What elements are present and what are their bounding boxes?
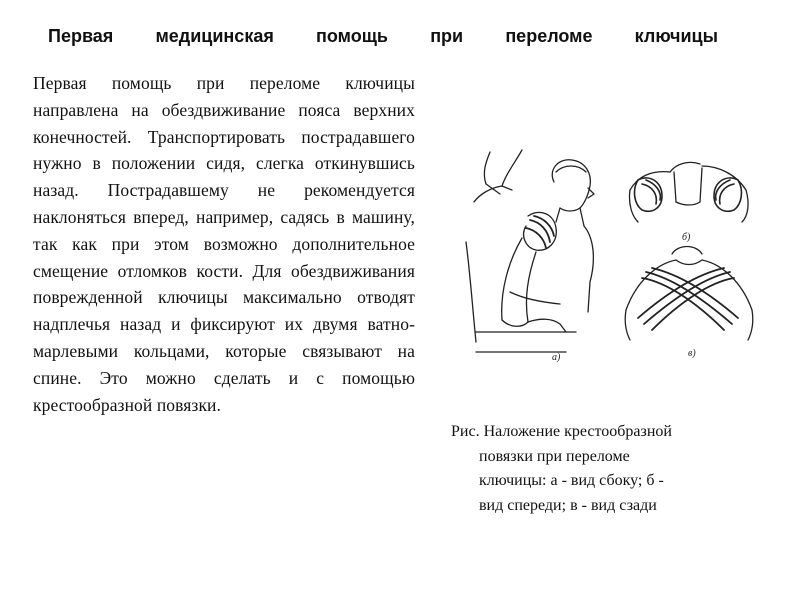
figure-label-c: в) (688, 348, 696, 359)
title-word: медицинская (155, 26, 274, 46)
caption-line: Рис. Наложение крестообразной (451, 423, 672, 440)
front-view-drawing (629, 162, 748, 243)
caption-line: повязки при переломе (479, 447, 630, 465)
figure-label-a: а) (552, 352, 561, 363)
slide-title (48, 24, 718, 48)
title-word: Первая (48, 26, 114, 46)
side-view-drawing (466, 150, 594, 363)
title-word: переломе (505, 26, 593, 46)
bandage-illustration (456, 142, 766, 367)
title-word: при (430, 26, 464, 46)
body-paragraph: Первая помощь при переломе ключицы направлена на обездвиживание пояса верхних конечностей. Транспортировать пострадавшего нужно в положении сидя, слегка откинувшись назад. Пострадавшему не рекомендуется наклоняться вперед, например, садясь в машину, так как при этом возможно дополнительное смещение отломков кости. Для обездвиживания поврежденной ключицы максимально отводят надплечья назад и фиксируют их двумя ватно-марлевыми кольцами, которые связывают на спине. Это можно сделать и с помощью крестообразной повязки. (33, 73, 415, 415)
figure-label-b: б) (682, 232, 691, 243)
title-word: ключицы (634, 26, 718, 46)
caption-line: вид спереди; в - вид сзади (479, 496, 657, 514)
caption-line: ключицы: а - вид сбоку; б - (479, 472, 664, 489)
figure-caption (451, 420, 751, 518)
title-word: помощь (316, 26, 388, 46)
back-view-drawing (625, 247, 753, 360)
